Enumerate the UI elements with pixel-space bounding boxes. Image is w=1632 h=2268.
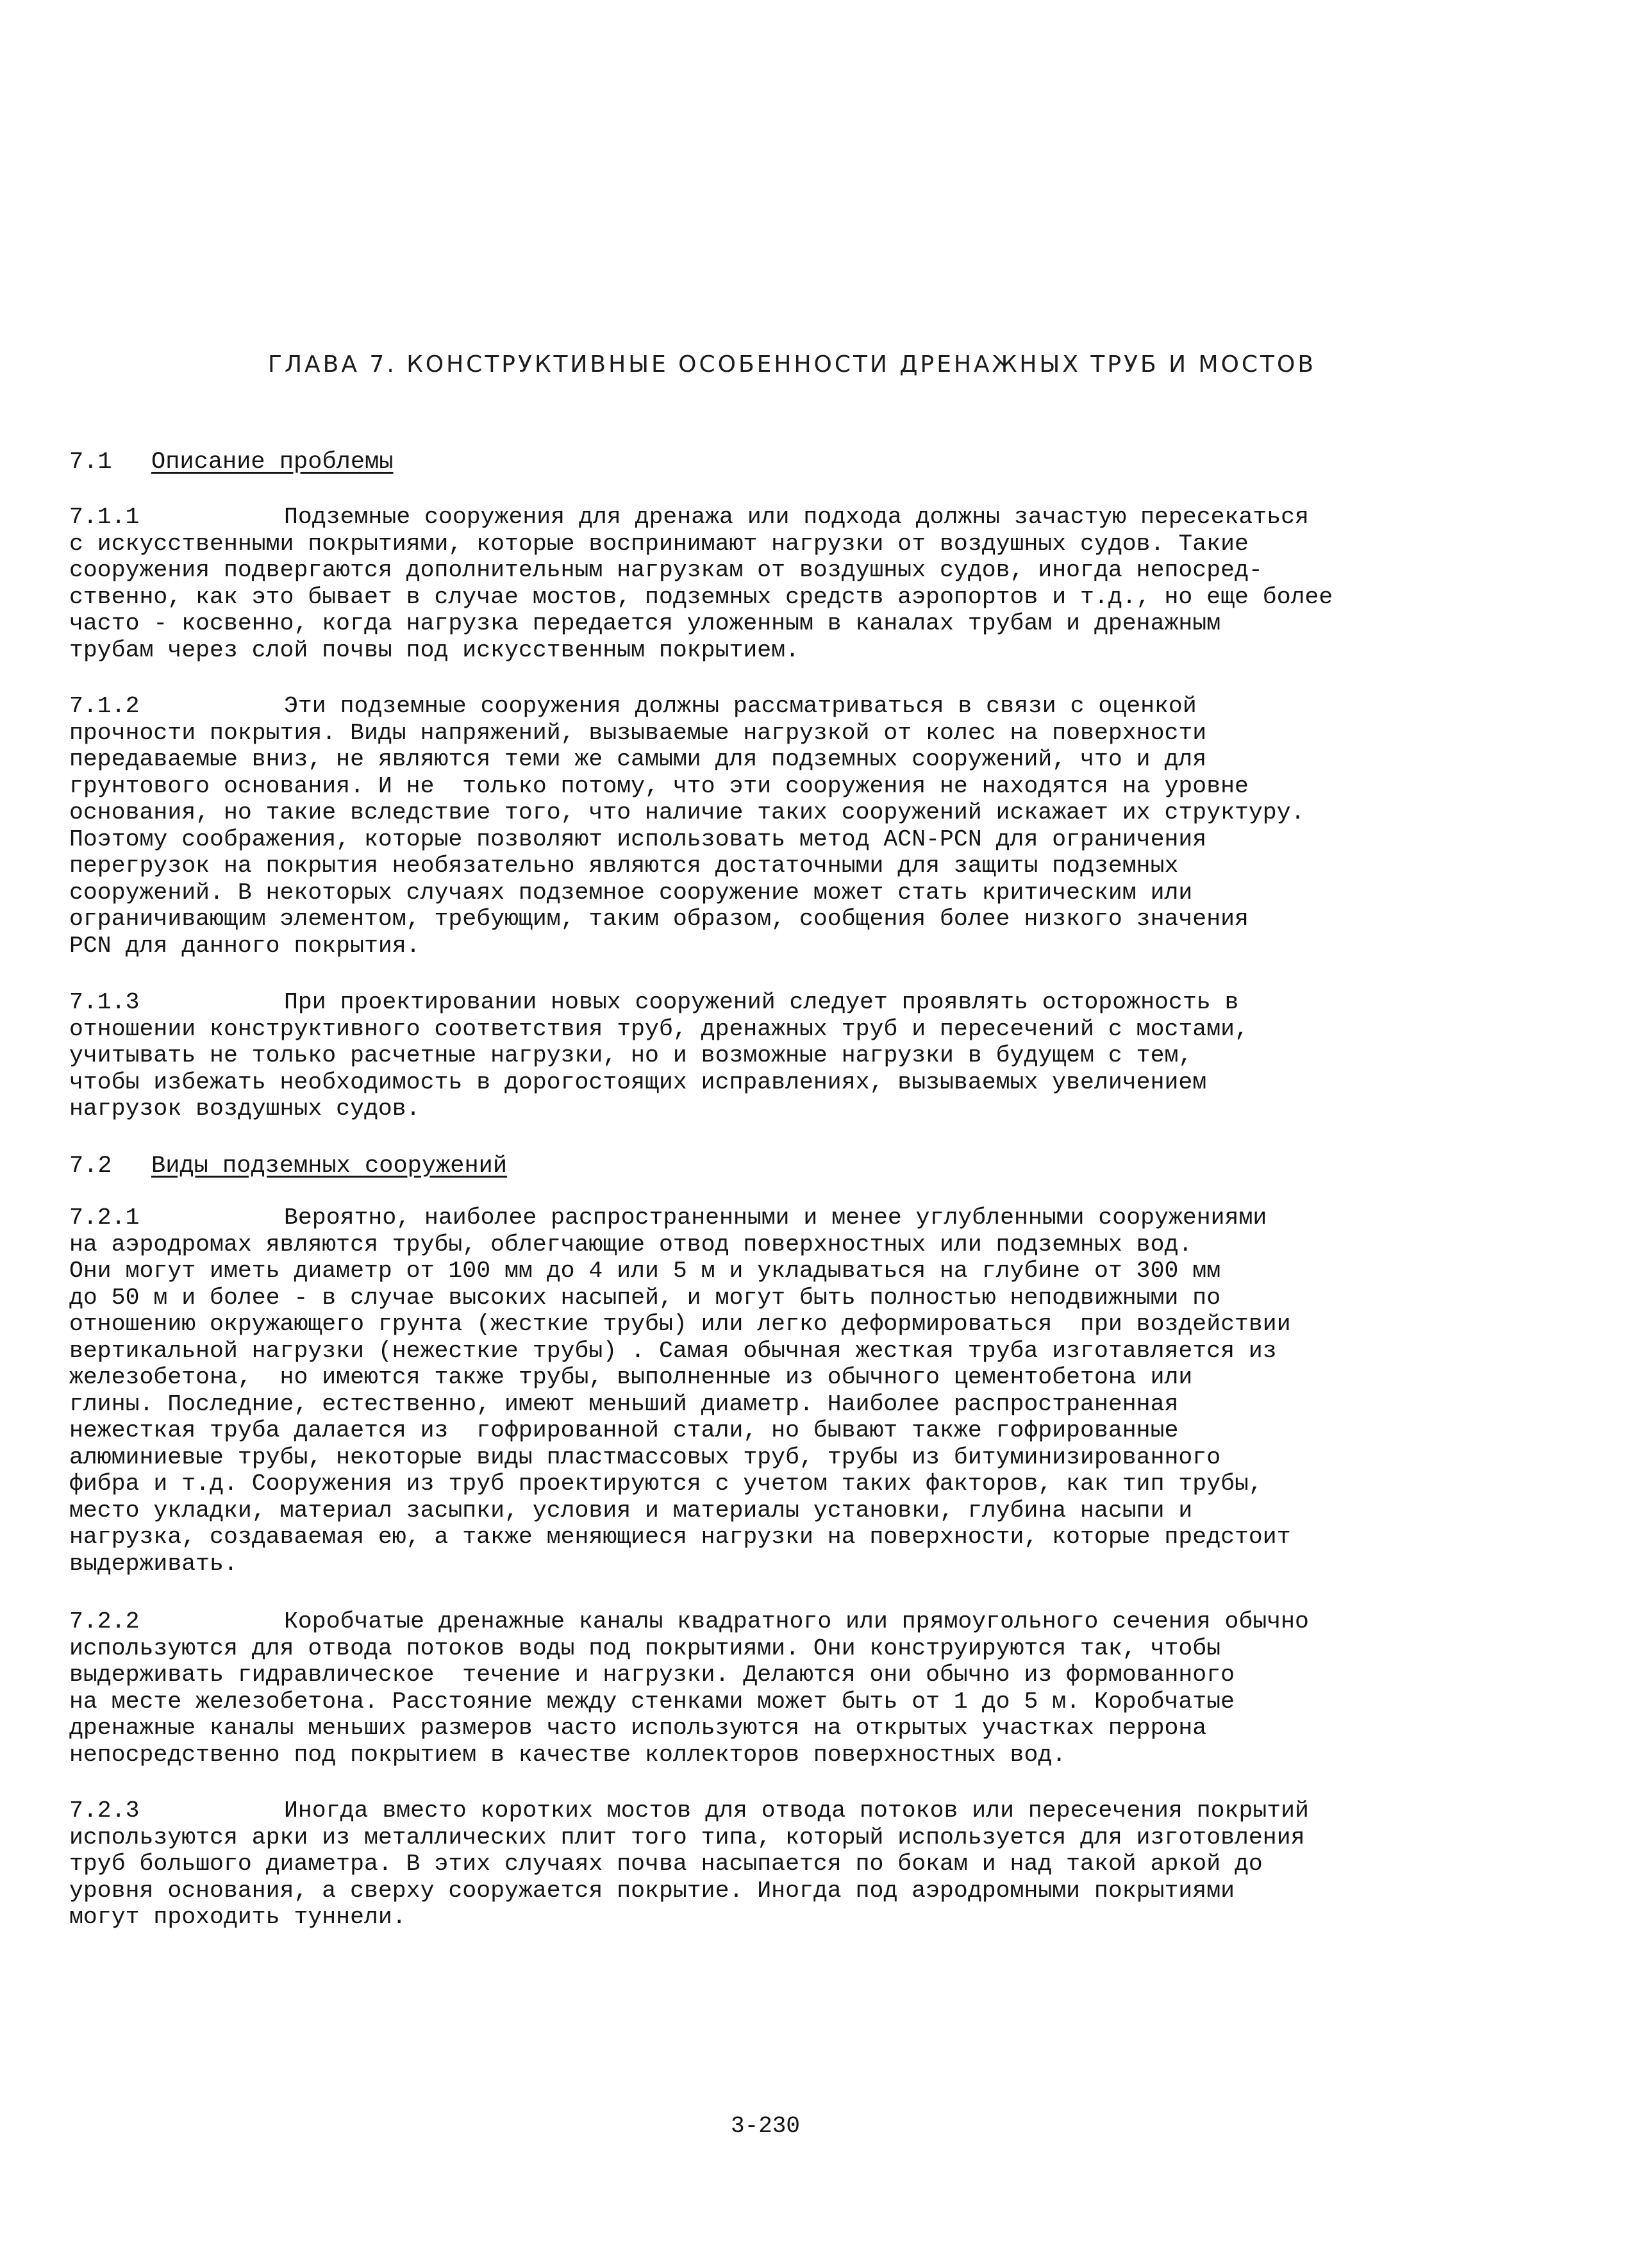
paragraph-line: выдерживать гидравлическое течение и нагрузки. Делаются они обычно из формованного [69,1662,1235,1688]
paragraph-line: отношении конструктивного соответствия труб, дренажных труб и пересечений с мостами, [69,1015,1249,1042]
paragraph-line: до 50 м и более - в случае высоких насыпей, и могут быть полностью неподвижными по [69,1284,1221,1311]
paragraph-line: основания, но такие вследствие того, что наличие таких сооружений искажает их структуру. [69,799,1305,826]
paragraph-line: ственно, как это бывает в случае мостов, подземных средств аэропортов и т.д., но еще более [69,583,1333,610]
paragraph-number: 7.1.3 [69,989,140,1015]
page-number: 3-230 [731,2113,801,2139]
section-title: Виды подземных сооружений [151,1153,508,1180]
paragraph-line: нагрузок воздушных судов. [69,1096,420,1122]
paragraph-line: сооружения подвергаются дополнительным нагрузкам от воздушных судов, иногда непосред- [69,557,1263,583]
paragraph-number: 7.2.3 [69,1797,140,1824]
paragraph-line: вертикальной нагрузки (нежесткие трубы) . Самая обычная жесткая труба изготавляется из [69,1337,1277,1364]
paragraph-number: 7.1.2 [69,693,140,719]
paragraph-line: Иногда вместо коротких мостов для отвода потоков или пересечения покрытий [284,1797,1309,1824]
section-heading-7-2 [69,1153,507,1180]
paragraph-line: При проектировании новых сооружений следует проявлять осторожность в [284,989,1239,1015]
section-heading-7-1 [69,449,393,476]
paragraph-line: грунтового основания. И не только потому, что эти сооружения не находятся на уровне [69,772,1249,799]
paragraph-line: фибра и т.д. Сооружения из труб проектируются с учетом таких факторов, как тип трубы, [69,1471,1263,1497]
paragraph-line: используются арки из металлических плит того типа, который используется для изготовления [69,1824,1305,1851]
paragraph-line: на месте железобетона. Расстояние между стенками может быть от 1 до 5 м. Коробчатые [69,1688,1235,1715]
paragraph-line: часто - косвенно, когда нагрузка передается уложенным в каналах трубам и дренажным [69,610,1221,637]
chapter-title: ГЛАВА 7. КОНСТРУКТИВНЫЕ ОСОБЕННОСТИ ДРЕНАЖНЫХ ТРУБ И МОСТОВ [268,351,1317,378]
paragraph-line: трубам через слой почвы под искусственным покрытием. [69,637,799,663]
paragraph-line: дренажные каналы меньших размеров часто используются на открытых участках перрона [69,1715,1207,1741]
section-number: 7.1 [69,449,112,476]
paragraph-line: прочности покрытия. Виды напряжений, вызываемые нагрузкой от колес на поверхности [69,719,1207,746]
paragraph-line: непосредственно под покрытием в качестве коллекторов поверхностных вод. [69,1741,1067,1768]
paragraph-number: 7.2.1 [69,1205,140,1231]
paragraph-line: выдерживать. [69,1550,238,1577]
paragraph-line: алюминиевые трубы, некоторые виды пластмассовых труб, трубы из битуминизированного [69,1444,1221,1471]
paragraph-7-1-2 [69,693,1544,959]
paragraph-line: с искусственными покрытиями, которые воспринимают нагрузки от воздушных судов. Такие [69,530,1249,557]
paragraph-number: 7.1.1 [69,504,140,530]
paragraph-line: место укладки, материал засыпки, условия и материалы установки, глубина насыпи и [69,1497,1193,1524]
paragraph-line: передаваемые вниз, не являются теми же самыми для подземных сооружений, что и для [69,746,1207,772]
paragraph-line: Они могут иметь диаметр от 100 мм до 4 или 5 м и укладываться на глубине от 300 мм [69,1258,1221,1284]
paragraph-line: отношению окружающего грунта (жесткие трубы) или легко деформироваться при воздействии [69,1311,1291,1337]
paragraph-line: уровня основания, а сверху сооружается покрытие. Иногда под аэродромными покрытиями [69,1877,1235,1904]
paragraph-7-1-3 [69,989,1544,1122]
paragraph-7-2-1 [69,1205,1544,1577]
paragraph-line: Вероятно, наиболее распространенными и менее углубленными сооружениями [284,1205,1267,1231]
paragraph-line: Поэтому соображения, которые позволяют использовать метод ACN-PCN для ограничения [69,826,1207,853]
paragraph-line: PCN для данного покрытия. [69,932,420,959]
paragraph-line: могут проходить туннели. [69,1904,406,1930]
paragraph-line: нежесткая труба далается из гофрированной стали, но бывают также гофрированные [69,1417,1179,1444]
paragraph-line: глины. Последние, естественно, имеют меньший диаметр. Наиболее распространенная [69,1390,1179,1417]
paragraph-line: используются для отвода потоков воды под покрытиями. Они конструируются так, чтобы [69,1635,1221,1662]
paragraph-line: нагрузка, создаваемая ею, а также меняющиеся нагрузки на поверхности, которые предстоит [69,1524,1291,1550]
section-number: 7.2 [69,1153,112,1180]
paragraph-line: сооружений. В некоторых случаях подземное сооружение может стать критическим или [69,879,1193,906]
paragraph-line: на аэродромах являются трубы, облегчающие отвод поверхностных или подземных вод. [69,1231,1193,1258]
paragraph-line: труб большого диаметра. В этих случаях почва насыпается по бокам и над такой аркой до [69,1851,1263,1877]
paragraph-7-2-3 [69,1797,1544,1931]
paragraph-line: ограничивающим элементом, требующим, таким образом, сообщения более низкого значения [69,906,1249,932]
paragraph-line: Эти подземные сооружения должны рассматриваться в связи с оценкой [284,693,1197,719]
paragraph-number: 7.2.2 [69,1608,140,1635]
paragraph-line: железобетона, но имеются также трубы, выполненные из обычного цементобетона или [69,1364,1193,1390]
paragraph-line: чтобы избежать необходимость в дорогостоящих исправлениях, вызываемых увеличением [69,1069,1207,1096]
paragraph-7-1-1 [69,504,1544,663]
section-title: Описание проблемы [151,449,394,476]
paragraph-line: Коробчатые дренажные каналы квадратного или прямоугольного сечения обычно [284,1608,1309,1635]
paragraph-line: Подземные сооружения для дренажа или подхода должны зачастую пересекаться [284,504,1309,530]
paragraph-7-2-2 [69,1608,1544,1768]
paragraph-line: учитывать не только расчетные нагрузки, но и возможные нагрузки в будущем с тем, [69,1042,1193,1069]
paragraph-line: перегрузок на покрытия необязательно являются достаточными для защиты подземных [69,853,1179,879]
